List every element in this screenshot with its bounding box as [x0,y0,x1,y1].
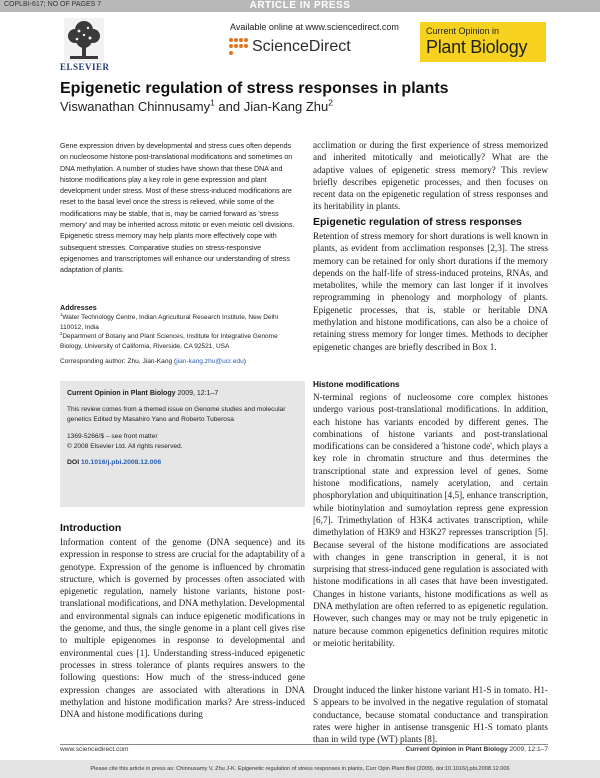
addresses-heading: Addresses [60,303,97,312]
article-in-press-banner: ARTICLE IN PRESS [249,0,351,11]
address-1 [60,313,300,333]
sciencedirect-logo[interactable] [228,37,351,57]
doi-line [67,459,298,466]
issn-text: 1369-5266/$ – see front matter [67,433,158,440]
stress-memory-paragraph: Retention of stress memory for short durations is well known in plants, as evident from acclimation responses [2,3]. The stress memory can be retained for only short durations if the memory depends on the half-life of stress-induced proteins, RNAs, and metabolites, while the memory can last longer if it involves reprogramming in phenology and morphology of plants. Epigenetic processes, that is, stable or heritable DNA methylation and histone modifications, can also be a choice of retaining stress memory for longer times. Methods to decipher epigenetic changes are briefly described in Box 1. [313,231,548,352]
introduction-text: Information content of the genome (DNA sequence) and its expression in response to stress are crucial for the adaptability of a genotype. Expression of the genome is influenced by chromatin structure, which is governed by processes often associated with epigenetic regulation, namely histone variants, histone post-translational modifications, and DNA methylation. Developmental and environmental signals can induce epigenetic modifications in the genome, and thus, the single genome in a plant cell gives rise to multiple epigenomes in response to developmental and environmental cues [1]. Understanding stress-induced epigenetic processes in stress tolerance of plants requires answers to the following questions: How much of the stress-induced gene expression changes are associated with alterations in DNA methylation and histone modification marks? Are stress-induced DNA and histone modifications during [60,537,305,720]
cite-this-article-bar: Please cite this article in press as: Chinnusamy V, Zhu J-K. Epigenetic regulation of stress responses in plants, Curr Opin Plant Biol (2009), doi:10.1016/j.pbi.2008.12.006 [0,760,600,778]
sciencedirect-wordmark: ScienceDirect [252,38,351,55]
epigenetic-regulation-heading: Epigenetic regulation of stress responses [313,216,522,228]
corresponding-label: Corresponding author: Zhu, Jian-Kang ( [60,358,177,365]
doi-label: DOI [67,459,81,466]
histone-modifications-paragraph: N-terminal regions of nucleosome core complex histones undergo various post-translational modifications. In addition, each histone has variants encoded by different genes. The combinations of histone variants and post-translational modifications can be considered a 'histone code', which plays a key role in chromatin structure and thus determines the transcriptional state and expression level of genes. Some histone modifications, namely acetylation, and certain phosphorylation and ubiquitination [4,5], enhance transcription, while biotinylation and sumoylation repress gene expression [6,7]. Trimethylation of H3K4 activates transcription, while dimethylation of H3K9 and H3K27 represses transcription [5]. Because several of the histone modifications are associated with changes in gene transcription in general, it is not surprising that stress-induced gene regulation is associated with histone modifications in all cases that have been investigated. Changes in histone variants, histone modifications as well as DNA methylation are often referred to as epigenetic regulation. However, such changes may or may not be truly epigenetic in nature because common epigenetics definition requires mitotic or meiotic heritability. [313,392,548,648]
elsevier-logo [60,18,108,76]
page-footer [60,744,548,756]
affiliation-marker: 1 [210,97,215,108]
footer-website-link[interactable]: www.sciencedirect.com [60,746,129,753]
article-title: Epigenetic regulation of stress responses in plants [60,80,449,97]
author-name: Viswanathan Chinnusamy [60,99,211,114]
address-text: Department of Botany and Plant Sciences, Institute for Integrative Genome Biology, University of California, Riverside, CA 92521, USA [60,333,278,350]
author-list [60,99,333,114]
author-email-link[interactable]: jian-kang.zhu@ucr.edu [176,358,244,365]
address-2 [60,332,300,352]
elsevier-wordmark: ELSEVIER [60,62,110,72]
address-text: Water Technology Centre, Indian Agricultural Research Institute, New Delhi 110012, India [60,314,279,331]
introduction-heading: Introduction [60,522,122,534]
article-code: COPLBI-617; NO OF PAGES 7 [4,1,102,8]
footer-volume: 2009, 12:1–7 [507,746,548,753]
article-info-box [60,381,305,507]
journal-name-line2: Plant Biology [426,37,528,57]
footer-journal-name: Current Opinion in Plant Biology [405,746,508,753]
copyright-text: © 2008 Elsevier Ltd. All rights reserved. [67,442,183,450]
doi-link[interactable]: 10.1016/j.pbi.2008.12.006 [80,459,162,466]
top-banner [0,0,600,12]
corresponding-author [60,358,305,365]
histone-modifications-heading: Histone modifications [313,379,400,389]
affiliation-marker: 1 [60,311,63,317]
journal-name-line1: Current Opinion in [426,26,500,36]
acclimation-paragraph: acclimation or during the first experience of stress memorized and inherited mitotically and meiotically? What are the adaptive values of epigenetic stress memory? This review briefly describes epigenetic processes, and then focuses on recent data on the epigenetic regulation of stress responses and its heritability in plants. [313,140,548,212]
journal-citation [67,390,298,397]
journal-citation-volume: 2009, 12:1–7 [175,390,219,397]
journal-banner [420,22,546,62]
sciencedirect-dots-icon [228,37,248,57]
drought-paragraph: Drought induced the linker histone variant H1-S in tomato. H1-S appears to be involved in the negative regulation of stomatal conductance, because stomatal conductance and transpiration rates were higher in antisense transgenic H1-S tomato plants than in wild type (WT) plants [8]. [313,685,548,745]
footer-citation [405,746,548,753]
affiliation-marker: 2 [60,330,63,336]
themed-issue-text: This review comes from a themed issue on Genome studies and molecular genetics Edited by Masahiro Yano and Roberto Tuberosa [67,406,286,423]
author-separator: and [214,99,244,114]
available-online-text[interactable]: Available online at www.sciencedirect.com [230,22,399,32]
author-name: Jian-Kang Zhu [243,99,329,114]
affiliation-marker: 2 [328,97,333,108]
abstract: Gene expression driven by developmental and stress cues often depends on nucleosome histone post-translational modifications and sometimes on DNA methylation. A number of studies have shown that these DNA and histone modifications play a key role in gene expression and plant development under stress. Most of these stress-induced modifications are reset to the basal level once the stress is relieved, while some of the modifications may be stable, that is, may be carried forward as 'stress memory' and may be inherited across mitotic or even meiotic cell divisions. Epigenetic stress memory may help plants more effectively cope with subsequent stresses. Comparative studies on stress-responsive epigenomes and transcriptomes will enhance our understanding of stress adaptation of plants. [60,142,295,275]
corresponding-close: ) [243,358,246,365]
journal-citation-name: Current Opinion in Plant Biology [67,390,176,397]
elsevier-tree-icon [64,18,104,62]
